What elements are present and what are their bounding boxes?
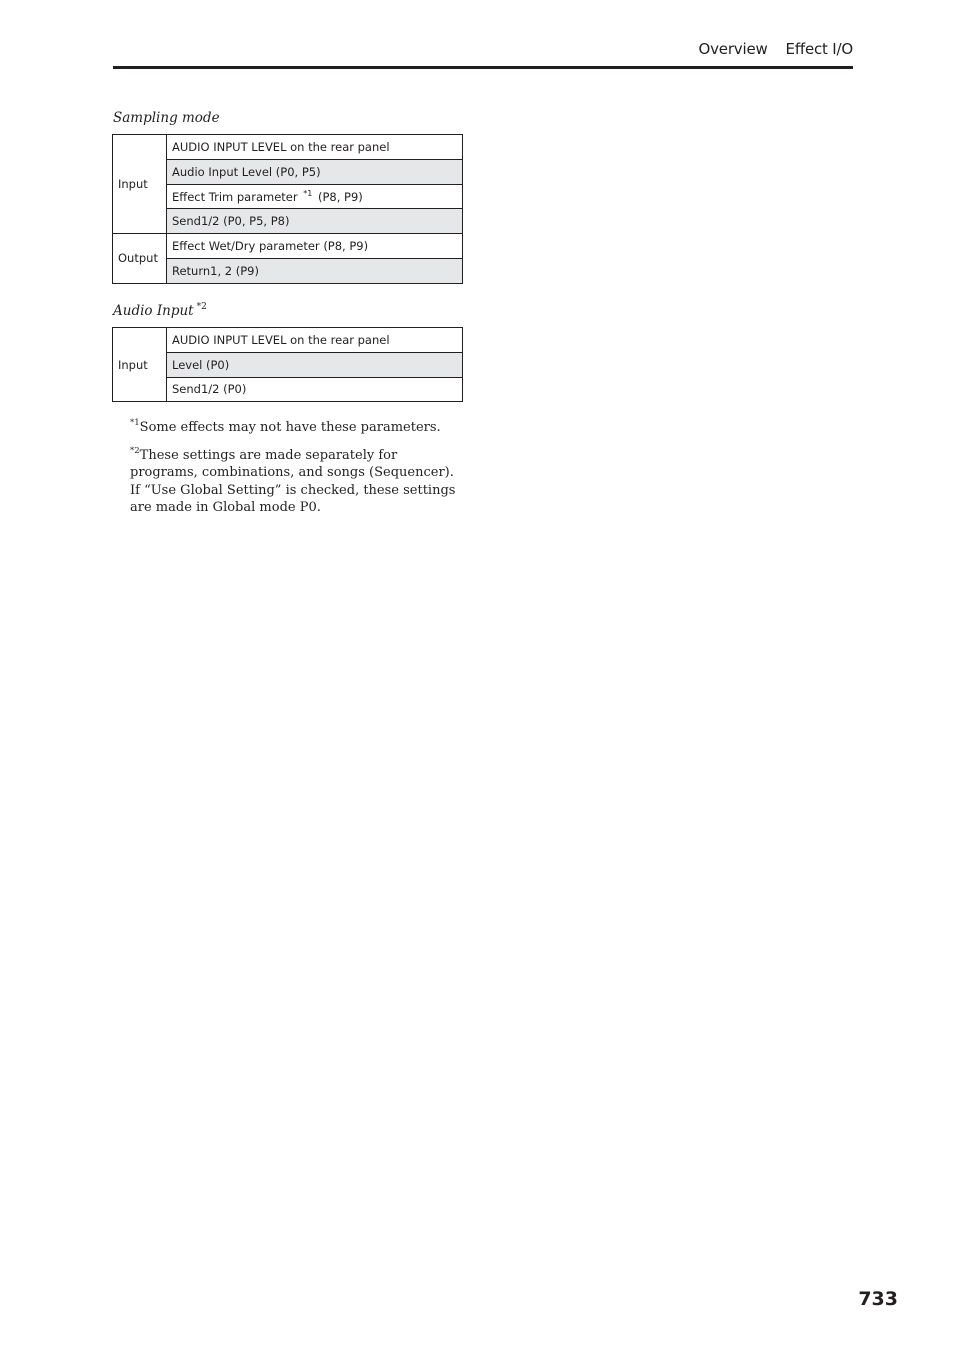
table-cell: Send1/2 (P0): [167, 377, 463, 402]
header-rule: [113, 66, 853, 69]
running-header: [113, 40, 853, 62]
header-section: Overview: [698, 40, 768, 58]
audio-input-table: [112, 327, 463, 402]
audio-input-caption: [113, 302, 207, 319]
page-number: 733: [858, 1288, 898, 1310]
table-cell: Audio Input Level (P0, P5): [167, 159, 463, 184]
table-cell: [167, 184, 463, 209]
table-cell: Effect Wet/Dry parameter (P8, P9): [167, 234, 463, 259]
cell-text: (P8, P9): [318, 189, 363, 204]
footnote-mark: *2: [196, 302, 207, 312]
footnote-1: [130, 415, 460, 437]
table-row: [113, 234, 463, 259]
table-cell: Return1, 2 (P9): [167, 258, 463, 283]
table-cell: Send1/2 (P0, P5, P8): [167, 209, 463, 234]
output-label: Output: [113, 234, 167, 284]
table-cell: AUDIO INPUT LEVEL on the rear panel: [167, 135, 463, 160]
table-row: [113, 328, 463, 353]
footnote-2: [130, 443, 460, 517]
footnote-text: These settings are made separately for programs, combinations, and songs (Sequencer). If “Use Global Setting” is checked, these settings are made in Global mode P0.: [130, 447, 456, 515]
table-row: [113, 135, 463, 160]
footnote-text: Some effects may not have these parameters.: [139, 420, 441, 435]
footnote-mark: *2: [130, 445, 140, 456]
footnote-mark: *1: [303, 188, 313, 198]
cell-text: Effect Trim parameter: [172, 189, 298, 204]
table-cell: Level (P0): [167, 352, 463, 377]
caption-text: Audio Input: [113, 303, 194, 319]
footnotes: [130, 415, 460, 523]
input-label: Input: [113, 135, 167, 234]
sampling-mode-table: [112, 134, 463, 284]
header-chapter: Effect I/O: [785, 40, 853, 58]
footnote-mark: *1: [130, 418, 140, 428]
input-label: Input: [113, 328, 167, 402]
table-cell: AUDIO INPUT LEVEL on the rear panel: [167, 328, 463, 353]
sampling-mode-caption: Sampling mode: [113, 110, 220, 126]
